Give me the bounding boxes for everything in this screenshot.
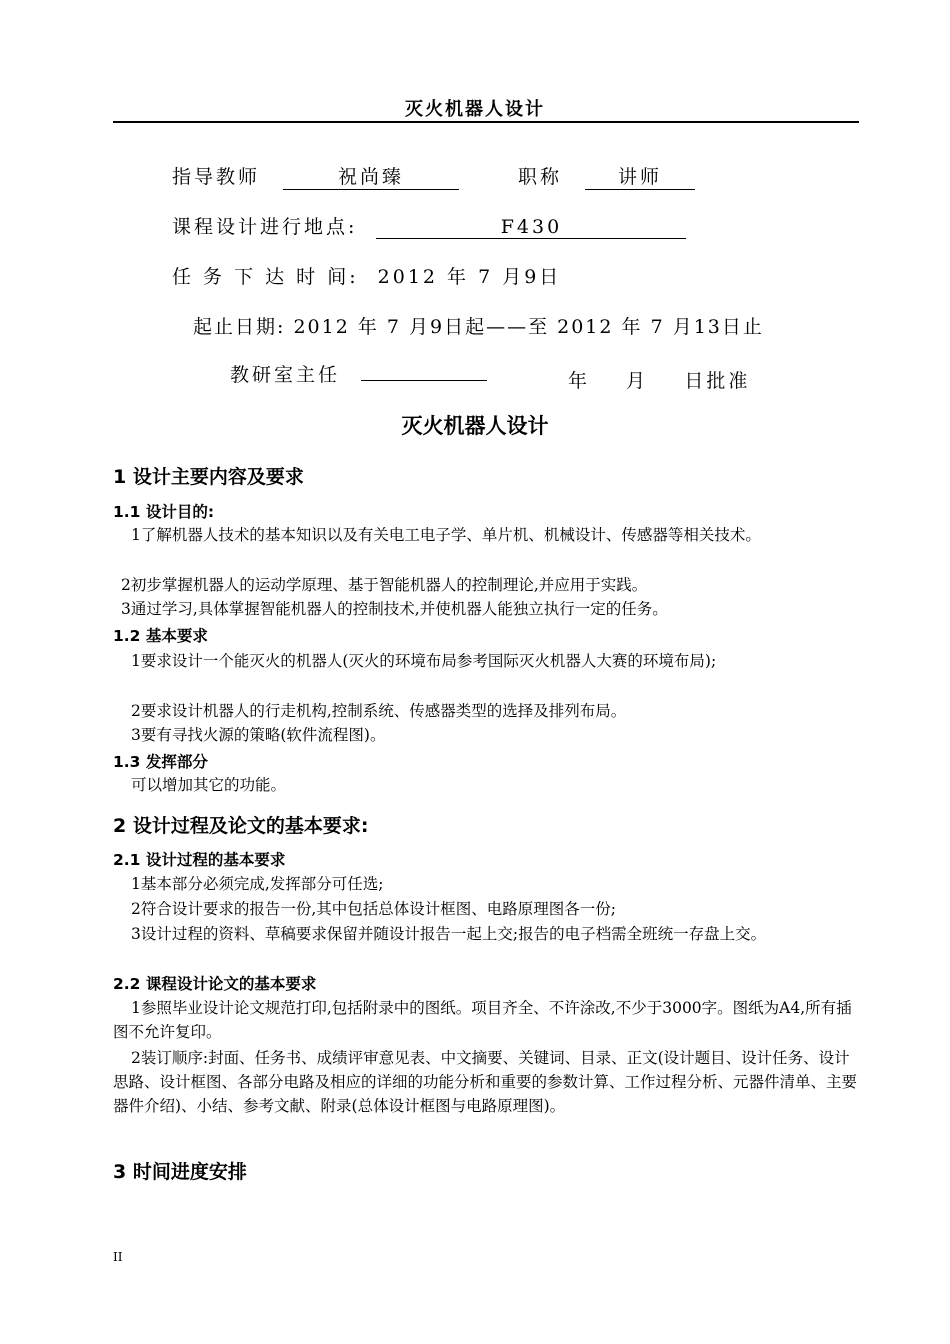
- section-3-heading: 3 时间进度安排: [113, 1161, 247, 1183]
- document-title: 灭火机器人设计: [401, 414, 549, 438]
- approval-text: 年 月 日批准: [568, 370, 751, 392]
- advisor-label: 指导教师: [172, 166, 261, 188]
- running-header-title: 灭火机器人设计: [405, 99, 545, 120]
- location-row: [172, 212, 686, 239]
- issue-label: 任 务 下 达 时 间:: [172, 266, 359, 288]
- s11-paragraph-2: 2初步掌握机器人的运动学原理、基于智能机器人的控制理论,并应用于实践。: [121, 576, 648, 594]
- section-1-3-heading: 1.3 发挥部分: [113, 753, 208, 771]
- s12-paragraph-2: 2要求设计机器人的行走机构,控制系统、传感器类型的选择及排列布局。: [131, 702, 627, 720]
- period-row: 起止日期: 2012 年 7 月9日起——至 2012 年 7 月13日止: [193, 316, 764, 338]
- issue-value: 2012 年 7 月9日: [377, 266, 562, 288]
- s21-paragraph-2: 2符合设计要求的报告一份,其中包括总体设计框图、电路原理图各一份;: [131, 900, 617, 918]
- rank-label: 职称: [518, 166, 563, 188]
- s12-paragraph-1: 1要求设计一个能灭火的机器人(灭火的环境布局参考国际灭火机器人大赛的环境布局);: [131, 652, 717, 670]
- rank-row: [518, 162, 695, 190]
- header-rule: [113, 121, 859, 123]
- advisor-value: 祝尚臻: [283, 162, 459, 190]
- section-2-2-heading: 2.2 课程设计论文的基本要求: [113, 975, 317, 993]
- section-2-1-heading: 2.1 设计过程的基本要求: [113, 851, 286, 869]
- s22-paragraph-1: 1参照毕业设计论文规范打印,包括附录中的图纸。项目齐全、不许涂改,不少于3000字。图纸为A4,所有插图不允许复印。: [113, 999, 852, 1041]
- section-2-heading: 2 设计过程及论文的基本要求:: [113, 815, 369, 837]
- s11-paragraph-1: 1了解机器人技术的基本知识以及有关电工电子学、单片机、机械设计、传感器等相关技术。: [131, 526, 761, 544]
- s12-paragraph-3: 3要有寻找火源的策略(软件流程图)。: [131, 726, 386, 744]
- director-signature-line: [361, 360, 487, 381]
- s13-paragraph-1: 可以增加其它的功能。: [131, 776, 287, 794]
- section-1-2-heading: 1.2 基本要求: [113, 627, 208, 645]
- s11-paragraph-3: 3通过学习,具体掌握智能机器人的控制技术,并使机器人能独立执行一定的任务。: [121, 600, 668, 618]
- issue-row: [172, 262, 561, 289]
- director-row: [230, 360, 487, 387]
- s21-paragraph-1: 1基本部分必须完成,发挥部分可任选;: [131, 875, 384, 893]
- location-label: 课程设计进行地点:: [172, 216, 358, 238]
- advisor-row: [172, 162, 459, 190]
- location-value: F430: [376, 216, 686, 239]
- s22-paragraph-2: 2装订顺序:封面、任务书、成绩评审意见表、中文摘要、关键词、目录、正文(设计题目、设计任务、设计思路、设计框图、各部分电路及相应的详细的功能分析和重要的参数计算、工作过程分析、元器件清单、主要器件介绍)、小结、参考文献、附录(总体设计框图与电路原理图)。: [113, 1049, 858, 1115]
- s21-paragraph-3: 3设计过程的资料、草稿要求保留并随设计报告一起上交;报告的电子档需全班统一存盘上交。: [131, 925, 767, 943]
- rank-value: 讲师: [585, 162, 695, 190]
- page-number: II: [113, 1250, 123, 1264]
- director-label: 教研室主任: [230, 364, 341, 386]
- section-1-1-heading: 1.1 设计目的:: [113, 503, 215, 521]
- section-1-heading: 1 设计主要内容及要求: [113, 466, 304, 488]
